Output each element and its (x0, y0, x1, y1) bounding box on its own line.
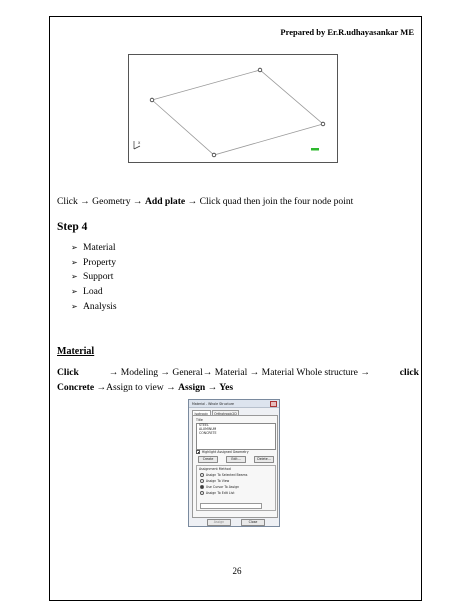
checkbox-icon (196, 450, 200, 454)
node-marker (321, 122, 325, 126)
radio-icon (200, 473, 204, 477)
instruction-line: Concrete →Assign to view → Assign → Yes (57, 382, 234, 393)
arrowhead-bullet-icon: ➢ (71, 287, 78, 297)
list-item: ➢ Support (71, 271, 114, 283)
tab-orthotropic[interactable]: Orthotropic2D (212, 410, 240, 417)
step-list (71, 240, 117, 314)
list-item: ➢ Load (71, 286, 103, 298)
material-instructions (57, 365, 419, 395)
assign-button[interactable]: Assign (207, 519, 231, 526)
radio-icon (200, 485, 204, 489)
material-list[interactable] (196, 423, 276, 450)
instruction-bold: Add plate (144, 196, 186, 207)
title-label: Title (196, 418, 203, 422)
arrowhead-bullet-icon: ➢ (71, 302, 78, 312)
node-marker (150, 98, 154, 102)
radio-assign-edit-list[interactable]: Assign To Edit List (200, 491, 234, 495)
quad-plate (152, 70, 323, 155)
highlight-geometry-checkbox[interactable]: Highlight Assigned Geometry (196, 450, 249, 454)
delete-button[interactable]: Delete... (254, 456, 274, 463)
instruction-paragraph-geometry (57, 196, 423, 207)
node-marker (258, 68, 262, 72)
axis-label: x (138, 140, 141, 145)
assignment-method-group (196, 465, 276, 511)
page-number: 26 (232, 566, 242, 576)
create-button[interactable]: Create (198, 456, 218, 463)
close-icon[interactable] (270, 401, 277, 407)
radio-use-cursor[interactable]: Use Cursor To Assign (200, 485, 239, 489)
geometry-screenshot (128, 54, 338, 163)
instruction-text: Click → Geometry → (57, 196, 145, 207)
close-button[interactable]: Close (241, 519, 265, 526)
page-header: Prepared by Er.R.udhayasankar ME (280, 27, 414, 37)
radio-icon (200, 491, 204, 495)
radio-assign-to-view[interactable]: Assign To View (200, 479, 229, 483)
axis-triad-icon (134, 140, 141, 149)
tab-isotropic[interactable]: Isotropic (192, 410, 211, 417)
list-item: ➢ Analysis (71, 301, 117, 313)
material-section-heading: Material (57, 346, 95, 357)
radio-icon (200, 479, 204, 483)
material-panel (192, 415, 278, 518)
instruction-text: → Click quad then join the four node point (185, 196, 354, 207)
list-item[interactable]: STEEL (199, 423, 209, 427)
list-item: ➢ Property (71, 256, 117, 268)
status-badge (311, 148, 319, 151)
plate-geometry-drawing (129, 55, 337, 162)
arrowhead-bullet-icon: ➢ (71, 257, 78, 267)
list-item[interactable]: ALUMINUM (199, 426, 217, 431)
list-item[interactable]: CONCRETE (199, 430, 217, 435)
radio-assign-selected-beams[interactable]: Assign To Selected Beams (200, 473, 247, 477)
dialog-titlebar: Material - Whole Structure (189, 400, 279, 408)
arrowhead-bullet-icon: ➢ (71, 242, 78, 252)
step-heading: Step 4 (57, 221, 88, 233)
list-item: ➢ Material (71, 241, 116, 253)
edit-button[interactable]: Edit... (226, 456, 246, 463)
edit-list-input[interactable] (200, 503, 262, 509)
material-dialog (188, 399, 280, 527)
instruction-line: Click → Modeling → General→ Material → Material Whole structure → click (57, 367, 419, 378)
assignment-method-label: Assignment Method (199, 467, 231, 471)
arrowhead-bullet-icon: ➢ (71, 272, 78, 282)
node-marker (212, 153, 216, 157)
